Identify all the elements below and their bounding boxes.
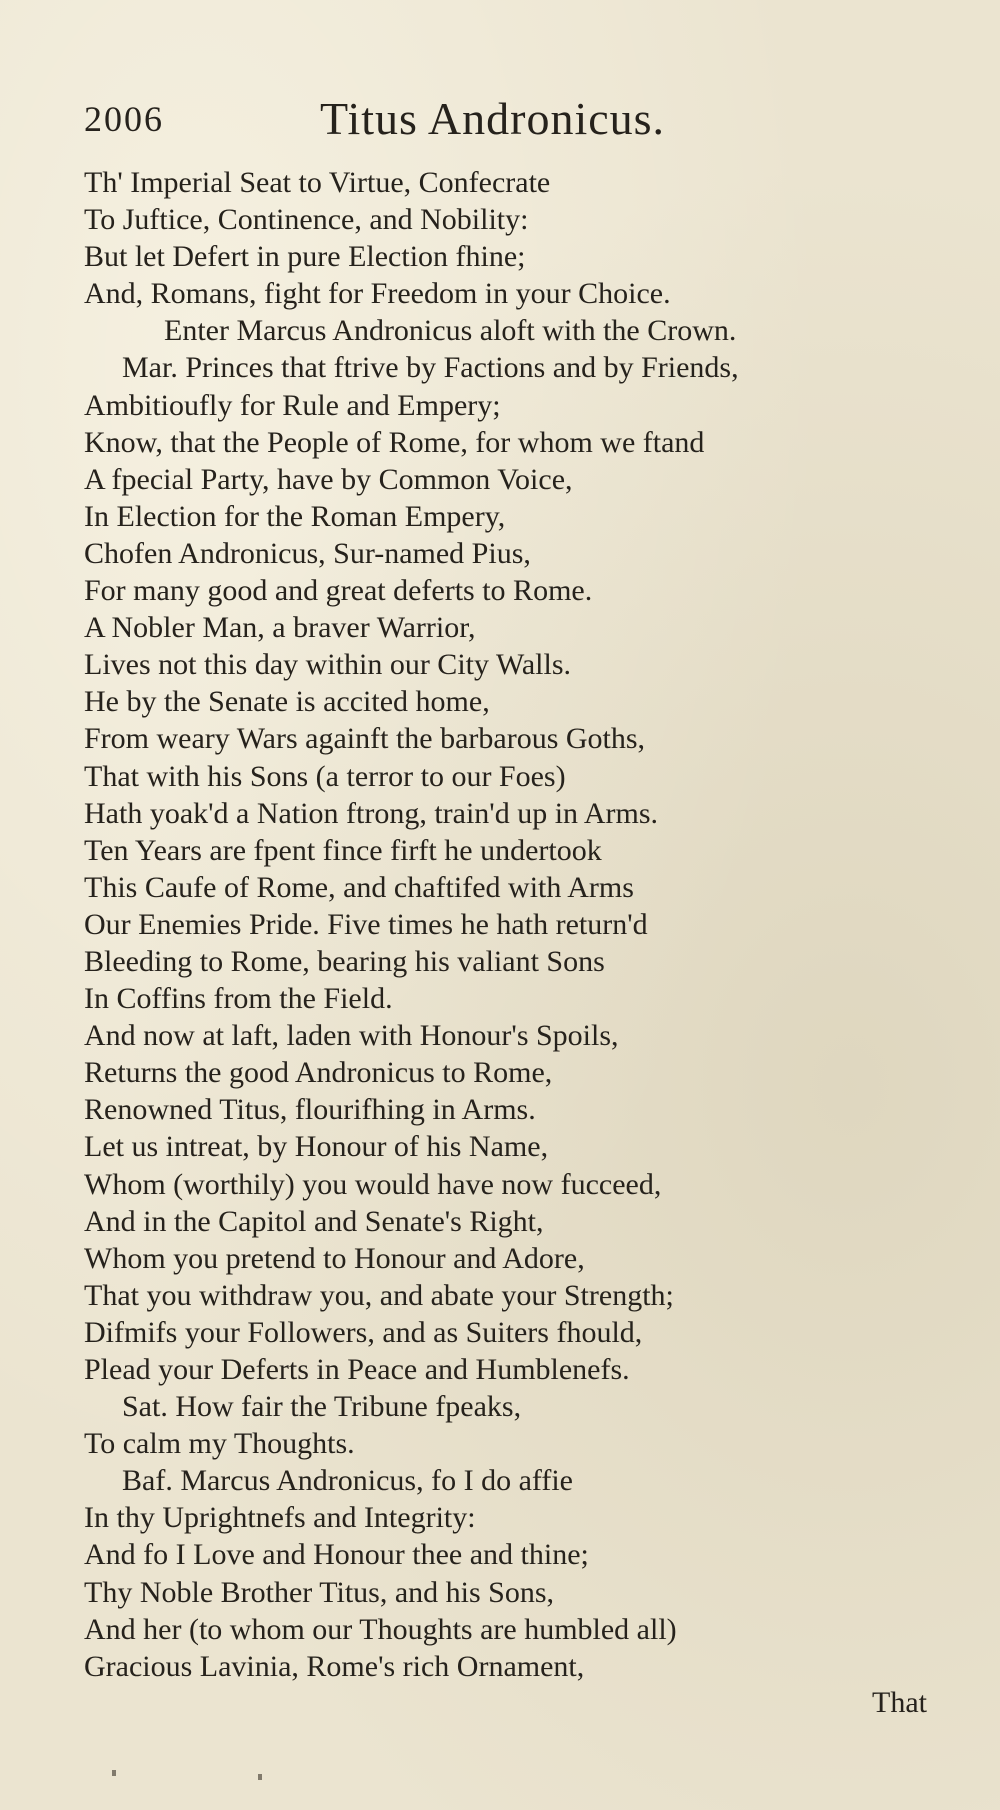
verse-line: Ambitioufly for Rule and Empery;	[84, 388, 501, 422]
verse-line: Let us intreat, by Honour of his Name,	[84, 1130, 549, 1164]
verse-line: From weary Wars againft the barbarous Goths,	[84, 722, 646, 756]
verse-line: But let Defert in pure Election fhine;	[84, 240, 526, 274]
verse-line: And now at laft, laden with Honour's Spoils,	[84, 1019, 619, 1053]
verse-line: That you withdraw you, and abate your Strength;	[84, 1278, 674, 1312]
verse-line: A fpecial Party, have by Common Voice,	[84, 462, 573, 496]
verse-line: To calm my Thoughts.	[84, 1427, 355, 1461]
verse-line: Renowned Titus, flourifhing in Arms.	[84, 1093, 536, 1127]
verse-line: Know, that the People of Rome, for whom we ftand	[84, 425, 705, 459]
verse-line: In thy Uprightnefs and Integrity:	[84, 1501, 476, 1535]
verse-line: Lives not this day within our City Walls.	[84, 648, 572, 682]
verse-line: And in the Capitol and Senate's Right,	[84, 1204, 544, 1238]
page-number: 2006	[84, 99, 164, 139]
verse-line: For many good and great deferts to Rome.	[84, 574, 593, 608]
verse-line: Sat. How fair the Tribune fpeaks,	[122, 1390, 522, 1424]
verse-line: A Nobler Man, a braver Warrior,	[84, 611, 476, 645]
verse-line: Thy Noble Brother Titus, and his Sons,	[84, 1575, 555, 1609]
verse-line: Chofen Andronicus, Sur-named Pius,	[84, 536, 531, 570]
verse-line: Gracious Lavinia, Rome's rich Ornament,	[84, 1649, 585, 1683]
verse-line: Enter Marcus Andronicus aloft with the Crown.	[164, 314, 737, 348]
verse-line: Baf. Marcus Andronicus, fo I do affie	[122, 1464, 573, 1498]
page-header	[84, 92, 904, 150]
catchword: That	[872, 1686, 927, 1719]
verse-line: Hath yoak'd a Nation ftrong, train'd up in Arms.	[84, 796, 659, 830]
verse-line: That with his Sons (a terror to our Foes)	[84, 759, 566, 793]
verse-line: Ten Years are fpent fince firft he undertook	[84, 833, 602, 867]
verse-line: Whom (worthily) you would have now fucceed,	[84, 1167, 662, 1201]
running-title: Titus Andronicus.	[320, 93, 666, 144]
verse-line: Th' Imperial Seat to Virtue, Confecrate	[84, 166, 551, 199]
verse-line: In Election for the Roman Empery,	[84, 499, 506, 533]
verse-line: Plead your Deferts in Peace and Humblenefs.	[84, 1353, 630, 1386]
verse-line: Our Enemies Pride. Five times he hath return'd	[84, 907, 648, 941]
verse-line: Returns the good Andronicus to Rome,	[84, 1056, 553, 1090]
verse-line: Bleeding to Rome, bearing his valiant Sons	[84, 944, 605, 978]
verse-line: Difmifs your Followers, and as Suiters fhould,	[84, 1315, 643, 1349]
verse-line: Whom you pretend to Honour and Adore,	[84, 1241, 585, 1275]
verse-line: And her (to whom our Thoughts are humbled all)	[84, 1612, 677, 1646]
verse-line: Mar. Princes that ftrive by Factions and by Friends,	[122, 351, 739, 385]
verse-line: This Caufe of Rome, and chaftifed with Arms	[84, 870, 634, 904]
ink-speck	[112, 1770, 116, 1776]
verse-line: And, Romans, fight for Freedom in your Choice.	[84, 277, 671, 311]
verse-line: And fo I Love and Honour thee and thine;	[84, 1538, 589, 1572]
verse-line: To Juftice, Continence, and Nobility:	[84, 203, 529, 237]
verse-line: In Coffins from the Field.	[84, 982, 393, 1016]
verse-line: He by the Senate is accited home,	[84, 685, 490, 719]
ink-speck	[258, 1774, 262, 1780]
verse-text	[84, 164, 884, 1685]
